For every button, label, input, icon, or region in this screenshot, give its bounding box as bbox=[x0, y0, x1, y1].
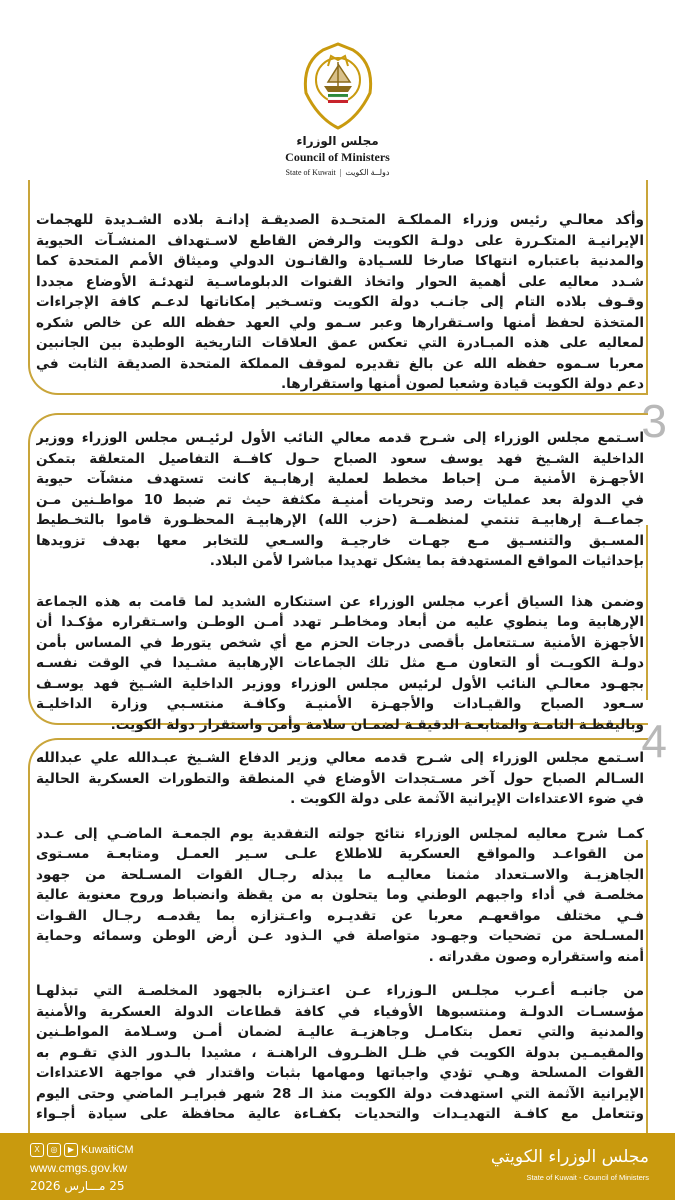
document-header bbox=[0, 0, 675, 190]
text-line: دولـة الكويـت أو التعاون مـع مثل تلك الجماعات الإرهابية مشـيدا في الوقت نفسـه bbox=[36, 655, 644, 671]
text-line: وقـوف بلاده التام إلى جانـب دولة الكويت وتسـخير إمكاناتها لدعـم كافة الإجراءات bbox=[36, 294, 644, 310]
footer-org-ar: مجلس الوزراء الكويتي bbox=[490, 1147, 649, 1167]
text-line: أمنه واستقراره وصون مقدراته . bbox=[428, 948, 644, 965]
text-line: الداخلية الشـيخ فهد يوسف سعود الصباح حـول كافــة التفاصيل المتعلقة بتمكن bbox=[36, 450, 644, 467]
text-line: الأجهزة الأمنية سـتتعامل بأقصى درجات الحزم مع أي شخص يتورط في المساس بأمن bbox=[36, 634, 644, 651]
x-icon[interactable]: X bbox=[30, 1143, 44, 1157]
header-title-en: Council of Ministers bbox=[285, 150, 390, 164]
paragraph bbox=[36, 981, 644, 1125]
paragraph bbox=[36, 592, 644, 736]
section-paragraphs bbox=[36, 748, 644, 1125]
text-line: وتتعامل مع كافـة التهديـدات والتحديات بكفـاءة عالية محافظة على سيادة أجـواء bbox=[36, 1106, 644, 1122]
text-line: والمقيمـين بدولة الكويت في ظـل الظـروف الراهنـة ، مشيدا بالـدور الذي تقـوم به bbox=[36, 1044, 644, 1061]
instagram-icon[interactable]: ◎ bbox=[47, 1143, 61, 1157]
text-line: الأجهـزة الأمنية مـن إحباط مخطط لعملية إرهابـية كانت تستهدف منشآت حيوية bbox=[36, 471, 644, 487]
paragraph bbox=[36, 210, 644, 395]
text-line: مخلصـة في أداء واجبهم الوطني وما يتحلون به من يقظة وانضباط وروح معنوية عالية bbox=[36, 887, 644, 903]
text-line: الإيرانية الآثمة التي استهدفت دولة الكويت منذ الـ 28 شهر فبرايـر الماضي وحتى اليوم bbox=[36, 1085, 644, 1102]
social-links[interactable] bbox=[30, 1143, 134, 1157]
text-line: في ضوء الاعتداءات الإيرانية الآثمة على دولة الكويت . bbox=[290, 791, 644, 807]
header-title-ar: مجلس الوزراء bbox=[296, 134, 379, 148]
text-line: سـعود الصباح والقيـادات والأجهـزة الأمنيـة وكافـة منتسـبي وزارة الداخليـة bbox=[36, 696, 644, 712]
youtube-icon[interactable]: ▶ bbox=[64, 1143, 78, 1157]
text-line: المسـلحة من تضحيات وجهـود متواصلة في الـذود عـن أرض الوطن وسمائه وحماية bbox=[36, 928, 644, 944]
state-ar: دولــة الكويت bbox=[345, 168, 390, 177]
text-line: الإيرانيـة المتكـررة على دولـة الكويت والرفض القاطع لاسـتهداف المنشـآت الحيوية bbox=[36, 232, 644, 249]
text-line: المسـبق والتنسـيق مـع جهـات خارجيـة والسـعي للتخابر معها بهدف تزويدها bbox=[36, 532, 644, 549]
section-paragraphs bbox=[36, 210, 644, 395]
footer-bar bbox=[0, 1133, 675, 1200]
text-line: مؤسسـات الدولـة ومنتسبوها الأوفياء في كافة قطاعات الدولة العسكرية والأمنية bbox=[36, 1003, 644, 1020]
text-line: الجاهزيـة والاسـتعداد مثمنا معاليـه ما يبذله رجـال القوات المسـلحة من جهود bbox=[36, 866, 644, 883]
box-border-line bbox=[646, 840, 648, 1135]
state-en: State of Kuwait bbox=[285, 168, 336, 177]
text-line: فـي مختلف مواقعهـم معربا عن تقديـره واعـتزازه بما يقدمـه رجـال القـوات bbox=[36, 907, 644, 924]
social-handle[interactable]: KuwaitiCM bbox=[81, 1144, 134, 1156]
text-line: وضمن هذا السياق أعرب مجلس الوزراء عن استنكاره الشديد لما قامت به هذه الجماعة bbox=[36, 593, 644, 610]
text-line: اسـتمع مجلس الوزراء إلى شـرح قدمه معالي النائب الأول لرئيـس مجلس الوزراء ووزير bbox=[36, 430, 644, 446]
text-line: وباليقظـة التامـة والمتابعـة الدقيقـة لضمـان سلامة وأمن واستقرار دولة الكويت. bbox=[110, 716, 644, 733]
paragraph bbox=[36, 428, 644, 572]
text-line: والمدنية والتي تعمل بتكامـل وجاهزيـة عاليـة لضمان أمـن وسـلامة المواطـنين bbox=[36, 1024, 644, 1040]
text-line: في الدولة بعد عمليات رصد وتحريات أمنيـة مكثفة حيث تم ضبط 10 مواطـنين مـن bbox=[36, 491, 644, 508]
header-state: State of Kuwait | دولــة الكويت bbox=[285, 168, 390, 177]
kuwait-emblem-logo bbox=[298, 38, 378, 133]
text-line: وأكد معالـي رئيس وزراء المملكـة المتحـدة الصديقـة إدانـة بلاده الشـديدة للهجمات bbox=[36, 212, 644, 228]
text-line: السـالم الصباح حول آخر مسـتجدات الأوضاع في المنطقة والتطورات العسكرية الحالية bbox=[36, 770, 644, 787]
text-line: معربا سـموه حفظه الله عن بالغ تقديره لموقف المملكة المتحدة الصديقة الثابت في bbox=[36, 355, 644, 372]
text-line: القوات المسلحة وهـي تؤدي واجباتها ومهامها بثبات واقتدار في مواجهة الاعتداءات bbox=[36, 1065, 644, 1081]
text-line: المتخذة لحفظ أمنها واسـتقرارها وعبر سـمو ولي العهد حفظه الله عن خالص شكره bbox=[36, 314, 644, 331]
text-line: من جانبـه أعـرب مجلـس الـوزراء عـن اعتـزازه بالجهود المخلصـة التي تبذلهـا bbox=[36, 983, 644, 999]
text-line: لمعاليه على هذه المبـادرة التي تعكس عمق العلاقات التاريخية الوطيدة بين الجانبين bbox=[36, 335, 644, 351]
section-number: 3 bbox=[641, 395, 667, 447]
text-line: بإحداثيات المواقع المستهدفة بما يشكل تهديدا مباشرا لأمن البلاد. bbox=[209, 553, 644, 569]
text-line: كمـا شرح معاليه لمجلس الوزراء نتائج جولته التفقدية يوم الجمعـة الماضـي إلى عـدد bbox=[36, 825, 644, 842]
document-date: 25 مـــارس 2026 bbox=[30, 1179, 125, 1193]
text-line: والمدنية باعتباره انتهاكا صارخا للسـيادة والقانـون الدولي وميثاق الأمم المتحدة كما bbox=[36, 253, 644, 269]
text-line: شـدد معاليه على أهمية الحوار واتخاذ القنوات الدبلوماسـية لتهدئـة الأوضاع مجددا bbox=[36, 273, 644, 290]
text-line: جماعــة إرهابيـة تنتمي لمنظمــة (حزب الله) الإرهابيـة المحظـورة قاموا بالتخـطيط bbox=[36, 512, 644, 528]
website-link[interactable]: www.cmgs.gov.kw bbox=[30, 1161, 128, 1175]
text-line: من القواعـد والمواقع العسكرية للاطلاع علـى سـير العمـل ومتابعـة مسـتوى bbox=[36, 846, 644, 862]
text-line: بجهـود معالـي النائب الأول لرئيس مجلس الوزراء ووزير الداخلية الشـيخ فهد يوسـف bbox=[36, 675, 644, 692]
text-line: اسـتمع مجلس الوزراء إلى شـرح قدمه معالي وزير الدفاع الشـيخ عبـدالله علي عبدالله bbox=[36, 750, 644, 766]
footer-org-en: State of Kuwait - Council of Ministers bbox=[526, 1173, 649, 1182]
section-number: 4 bbox=[641, 715, 667, 767]
text-line: الإرهابية وما ينطوي عليه من أبعاد ومخاطـر تهدد أمـن الوطـن واسـتقراره مؤكـدا أن bbox=[36, 614, 644, 630]
paragraph bbox=[36, 748, 644, 810]
section-paragraphs bbox=[36, 428, 644, 735]
box-border-line bbox=[646, 525, 648, 700]
text-line: دعم دولة الكويت قيادة وشعبا لصون أمنها واستقرارها. bbox=[281, 376, 644, 392]
paragraph bbox=[36, 824, 644, 968]
